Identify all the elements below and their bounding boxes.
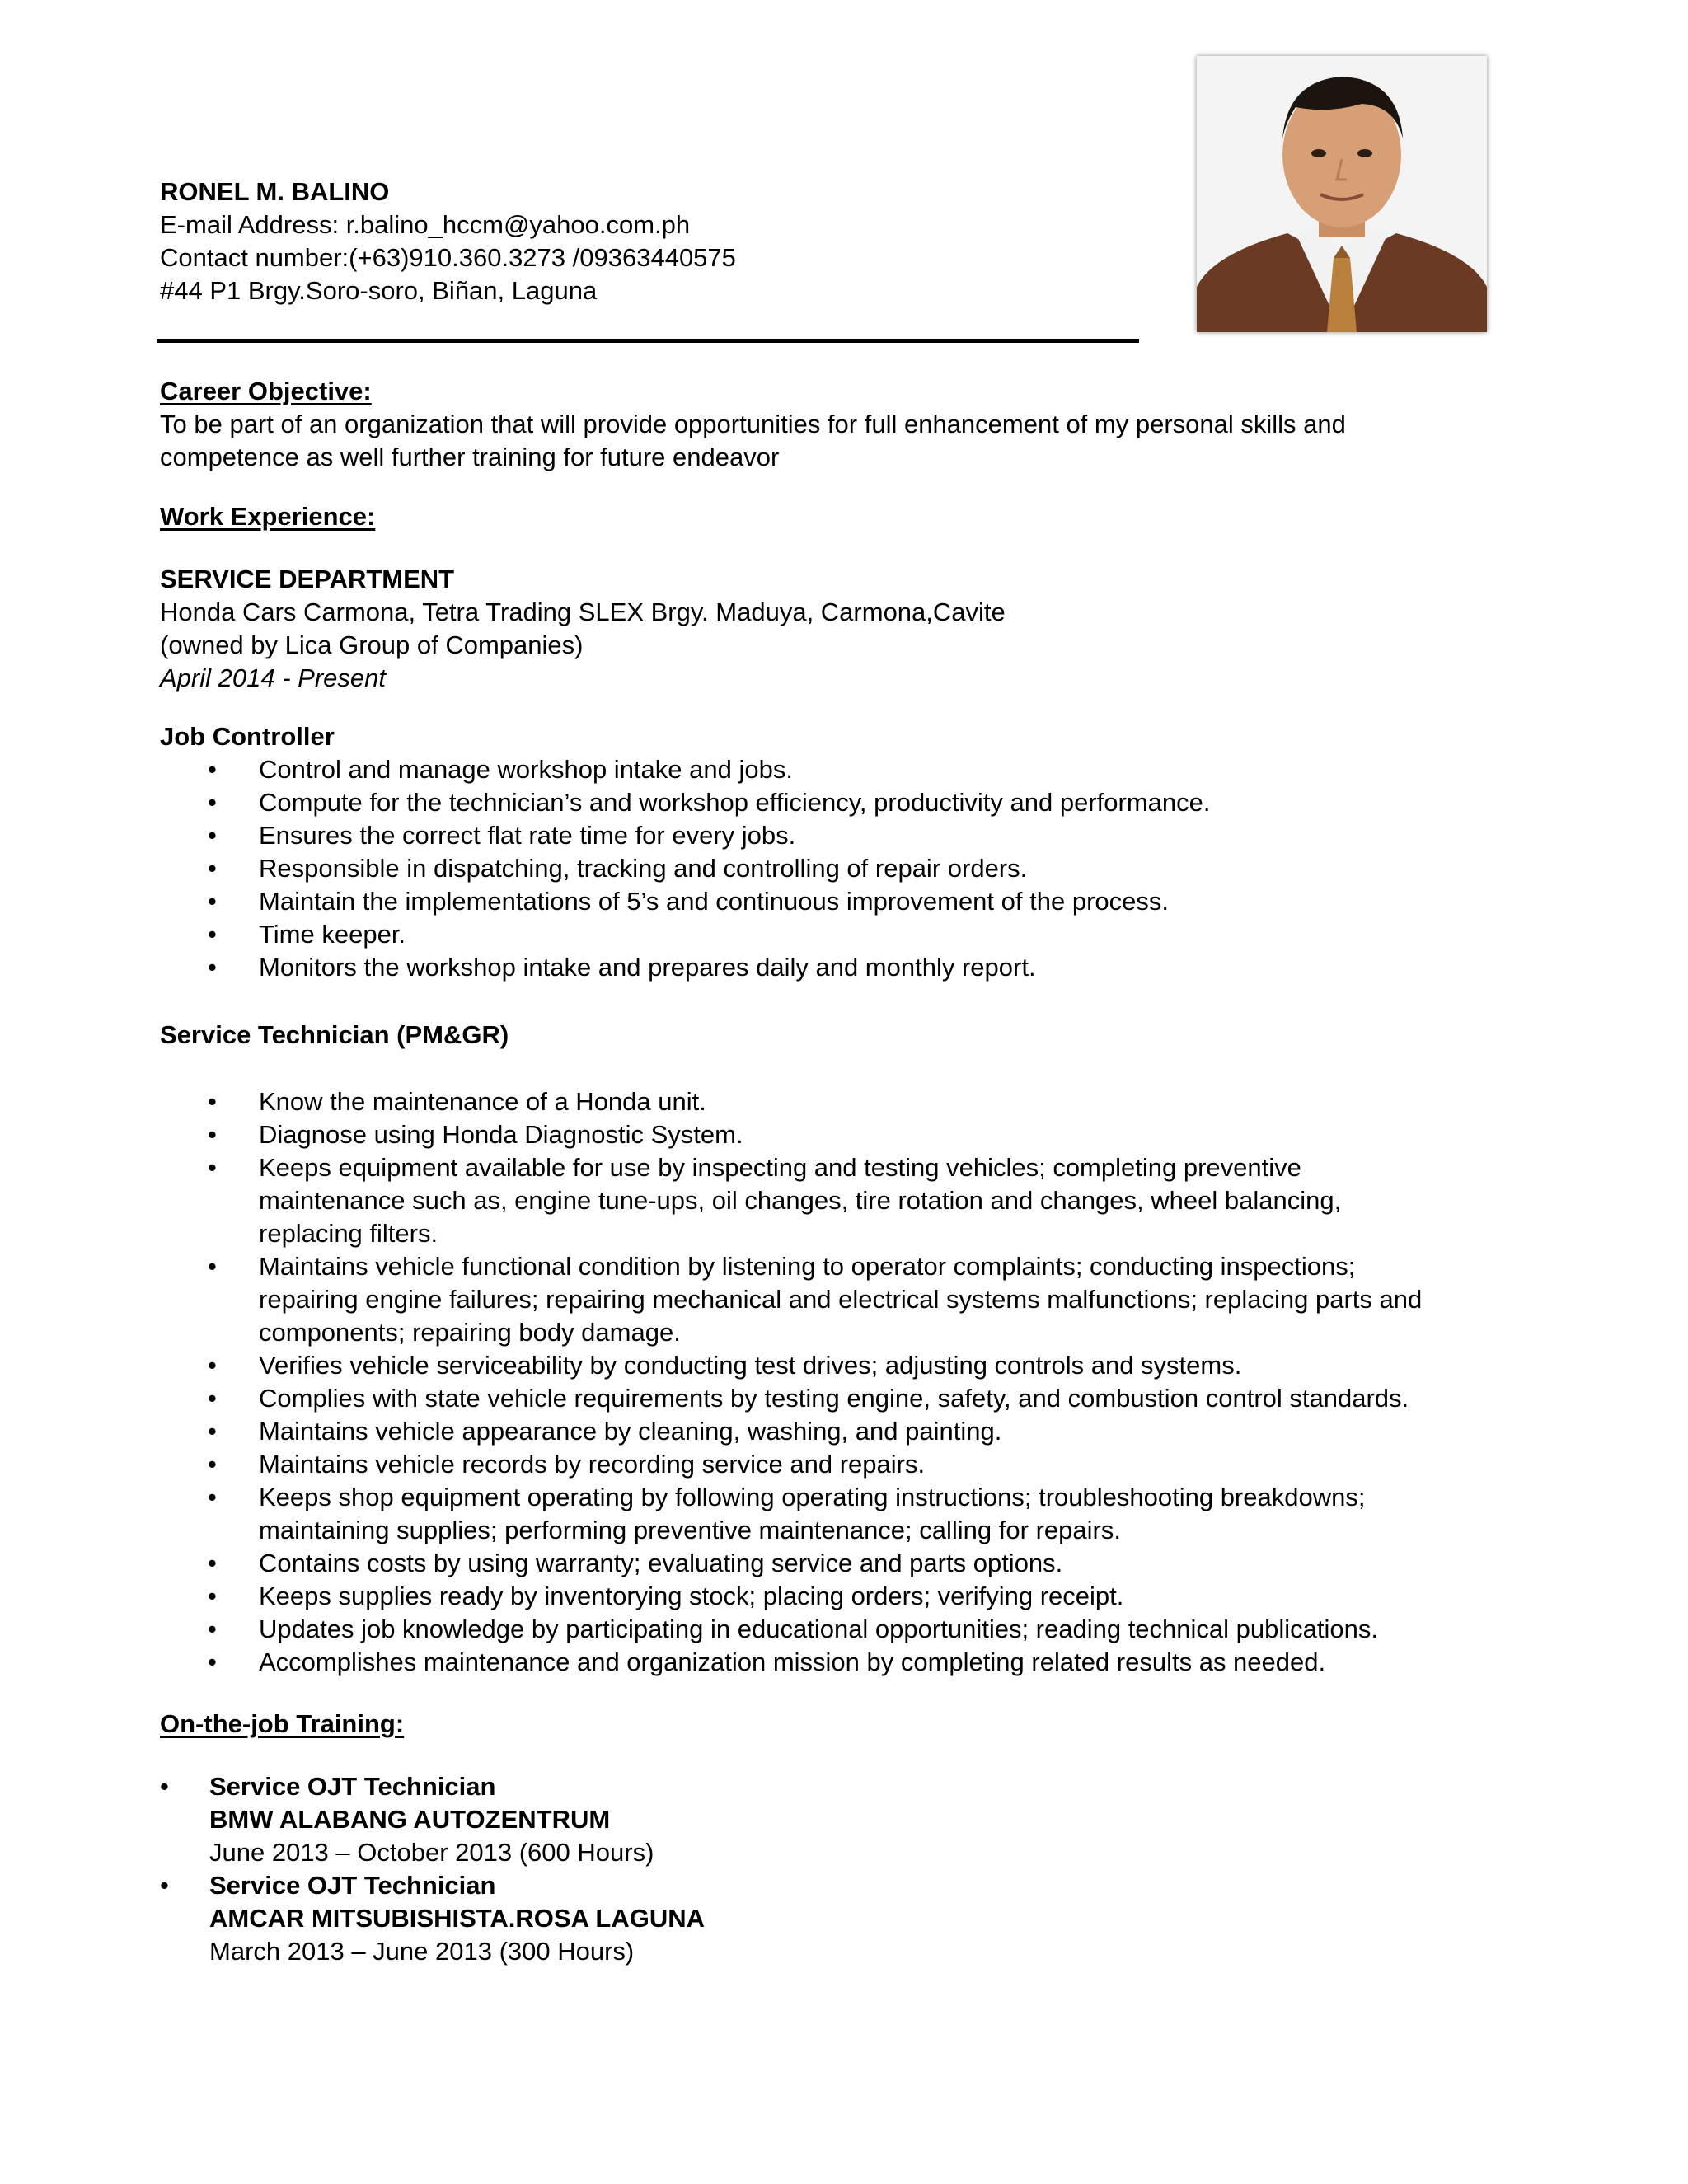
job-title: Service Technician (PM&GR): [160, 1020, 509, 1049]
applicant-name: RONEL M. BALINO: [160, 177, 390, 206]
duty-line: • Contains costs by using warranty; evaluating service and parts options.: [259, 1549, 1063, 1577]
employer-block: [160, 563, 1006, 695]
ojt-heading-text: On-the-job Training:: [160, 1709, 405, 1738]
career-objective-line: competence as well further training for future endeavor: [160, 443, 780, 471]
company-line: (owned by Lica Group of Companies): [160, 630, 584, 659]
duty-line: • Maintains vehicle records by recording service and repairs.: [259, 1450, 926, 1479]
ojt-period: March 2013 – June 2013 (300 Hours): [209, 1937, 635, 1966]
duty-item: [160, 1250, 1528, 1349]
email-line: E-mail Address: r.balino_hccm@yahoo.com.ph: [160, 210, 691, 239]
profile-photo: [1197, 56, 1487, 332]
duty-item: • Maintain the implementations of 5’s and continuous improvement of the process.: [160, 885, 1528, 918]
service-technician-duties-block: [160, 1085, 1528, 1679]
duty-line: • Know the maintenance of a Honda unit.: [259, 1087, 706, 1116]
duty-item: [160, 1349, 1528, 1382]
contact-header: [160, 176, 736, 307]
duty-line: • Keeps equipment available for use by inspecting and testing vehicles; completing preventive: [259, 1153, 1301, 1182]
duty-item: [160, 1415, 1528, 1448]
duty-item: • Monitors the workshop intake and prepares daily and monthly report.: [160, 951, 1528, 984]
duty-line: maintaining supplies; performing preventive maintenance; calling for repairs.: [259, 1516, 1121, 1544]
career-objective-section: [160, 375, 1346, 474]
duty-line: • Diagnose using Honda Diagnostic System.: [259, 1120, 743, 1149]
work-experience-heading-text: Work Experience:: [160, 502, 376, 531]
duty-item: [160, 1613, 1528, 1646]
duty-item: • Responsible in dispatching, tracking and controlling of repair orders.: [160, 852, 1528, 885]
career-objective-heading: Career Objective:: [160, 377, 372, 405]
job-title: Job Controller: [160, 722, 335, 751]
ojt-section: [160, 1770, 1479, 1968]
duty-line: components; repairing body damage.: [259, 1318, 681, 1347]
duty-item: • Control and manage workshop intake and jobs.: [160, 753, 1528, 786]
duty-item: [160, 1646, 1528, 1679]
duty-line: maintenance such as, engine tune-ups, oil changes, tire rotation and changes, wheel balancing,: [259, 1186, 1342, 1215]
ojt-title: Service OJT Technician: [209, 1772, 496, 1801]
ojt-entry: [160, 1869, 1479, 1968]
duty-line: • Complies with state vehicle requirements by testing engine, safety, and combustion control standards.: [259, 1384, 1409, 1413]
address-line: #44 P1 Brgy.Soro-soro, Biñan, Laguna: [160, 276, 598, 305]
duty-line: • Maintains vehicle functional condition by listening to operator complaints; conducting inspections;: [259, 1252, 1356, 1281]
ojt-company: BMW ALABANG AUTOZENTRUM: [209, 1805, 611, 1834]
bullet-marker: •: [160, 1772, 169, 1801]
portrait-illustration: [1197, 56, 1487, 332]
service-technician-section: [160, 1019, 1528, 1052]
duty-line: • Maintains vehicle appearance by cleaning, washing, and painting.: [259, 1417, 1002, 1446]
job-controller-section: [160, 720, 1528, 984]
duty-line: • Verifies vehicle serviceability by conducting test drives; adjusting controls and systems.: [259, 1351, 1242, 1380]
duty-line: • Keeps shop equipment operating by following operating instructions; troubleshooting breakdowns;: [259, 1483, 1366, 1511]
duty-line: • Accomplishes maintenance and organization mission by completing related results as needed.: [259, 1647, 1326, 1676]
duty-item: [160, 1085, 1528, 1118]
duty-item: [160, 1448, 1528, 1481]
duty-item: [160, 1118, 1528, 1151]
ojt-title: Service OJT Technician: [209, 1871, 496, 1900]
duty-item: • Time keeper.: [160, 918, 1528, 951]
duty-item: [160, 1580, 1528, 1613]
employment-period: April 2014 - Present: [160, 663, 386, 692]
duty-item: • Compute for the technician’s and workshop efficiency, productivity and performance.: [160, 786, 1528, 819]
ojt-heading: [160, 1708, 404, 1741]
bullet-marker: •: [160, 1871, 169, 1900]
duty-item: [160, 1382, 1528, 1415]
department-name: SERVICE DEPARTMENT: [160, 565, 455, 593]
ojt-company: AMCAR MITSUBISHISTA.ROSA LAGUNA: [209, 1904, 706, 1933]
duty-line: • Updates job knowledge by participating in educational opportunities; reading technical publications.: [259, 1615, 1378, 1643]
duty-item: • Ensures the correct flat rate time for every jobs.: [160, 819, 1528, 852]
job-controller-duties: [160, 753, 1528, 984]
duty-line: • Keeps supplies ready by inventorying stock; placing orders; verifying receipt.: [259, 1582, 1124, 1610]
header-divider: [157, 339, 1139, 343]
ojt-period: June 2013 – October 2013 (600 Hours): [209, 1838, 654, 1867]
work-experience-heading: [160, 500, 375, 533]
contact-line: Contact number:(+63)910.360.3273 /09363440575: [160, 243, 736, 272]
duty-line: repairing engine failures; repairing mechanical and electrical systems malfunctions; replacing parts and: [259, 1285, 1423, 1314]
career-objective-line: To be part of an organization that will provide opportunities for full enhancement of my personal skills and: [160, 410, 1346, 438]
duty-line: replacing filters.: [259, 1219, 438, 1248]
ojt-entry: [160, 1770, 1479, 1869]
duty-item: [160, 1547, 1528, 1580]
duty-item: [160, 1481, 1528, 1547]
duty-item: [160, 1151, 1528, 1250]
service-technician-duties: [160, 1085, 1528, 1679]
company-line: Honda Cars Carmona, Tetra Trading SLEX Brgy. Maduya, Carmona,Cavite: [160, 598, 1006, 626]
ojt-list: [160, 1770, 1479, 1968]
